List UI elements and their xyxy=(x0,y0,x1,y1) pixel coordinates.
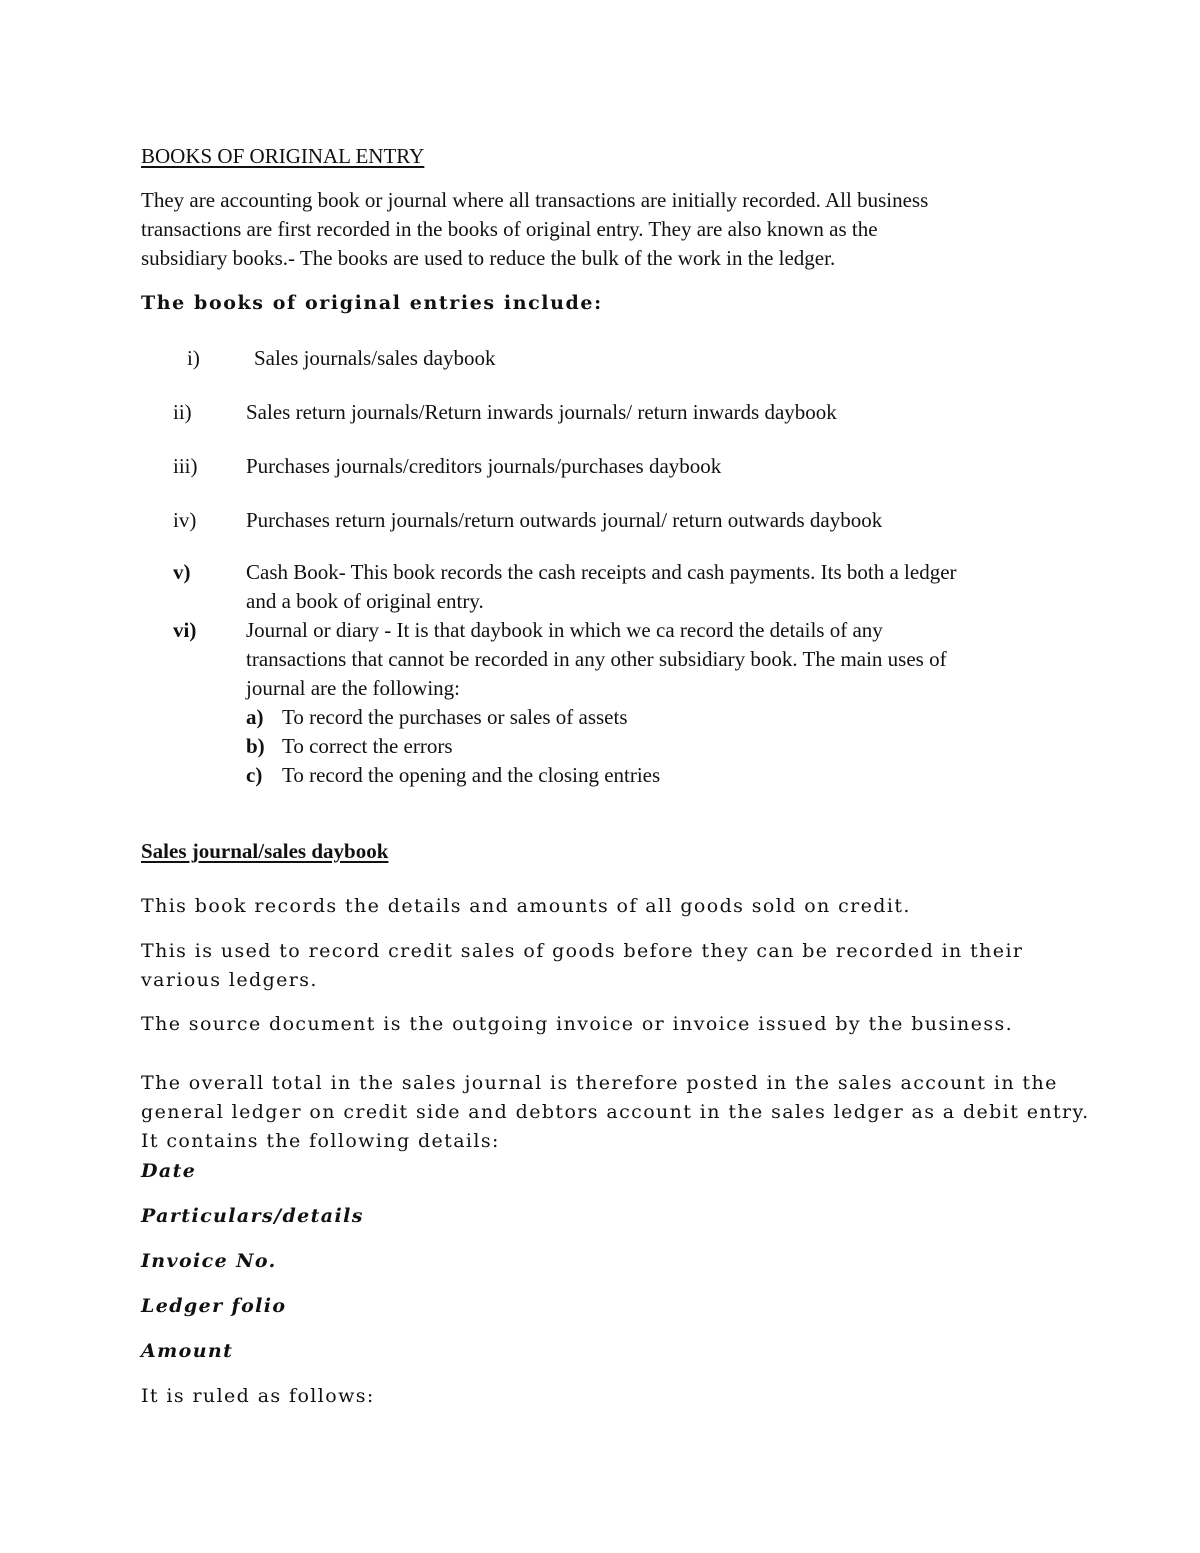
sales-para-4-line-2: general ledger on credit side and debtors account in the sales ledger as a debit entry. xyxy=(141,1101,1090,1123)
detail-invoice-no: Invoice No. xyxy=(141,1250,277,1272)
list-num-4: iv) xyxy=(173,508,197,532)
list-num-2: ii) xyxy=(173,400,192,424)
list-item-6-line-1: Journal or diary - It is that daybook in which we ca record the details of any xyxy=(246,618,883,642)
detail-ledger-folio: Ledger folio xyxy=(141,1295,287,1317)
use-text-a: To record the purchases or sales of assets xyxy=(282,705,628,729)
include-heading: The books of original entries include: xyxy=(141,292,603,314)
list-item-5-line-2: and a book of original entry. xyxy=(246,589,484,613)
use-letter-a: a) xyxy=(246,705,264,729)
sales-para-1: This book records the details and amounts of all goods sold on credit. xyxy=(141,895,911,917)
intro-line-2: transactions are first recorded in the books of original entry. They are also known as the xyxy=(141,217,878,241)
sales-heading: Sales journal/sales daybook xyxy=(141,839,389,863)
list-num-5: v) xyxy=(173,560,191,584)
list-item-1: Sales journals/sales daybook xyxy=(254,346,496,370)
intro-line-3: subsidiary books.- The books are used to reduce the bulk of the work in the ledger. xyxy=(141,246,836,270)
use-letter-b: b) xyxy=(246,734,265,758)
list-item-5-line-1: Cash Book- This book records the cash receipts and cash payments. Its both a ledger xyxy=(246,560,957,584)
closing-line: It is ruled as follows: xyxy=(141,1385,375,1407)
detail-particulars: Particulars/details xyxy=(141,1205,364,1227)
list-num-3: iii) xyxy=(173,454,198,478)
sales-para-3: The source document is the outgoing invoice or invoice issued by the business. xyxy=(141,1013,1014,1035)
list-item-4: Purchases return journals/return outwards journal/ return outwards daybook xyxy=(246,508,883,532)
sales-para-2-line-2: various ledgers. xyxy=(141,969,318,991)
use-text-b: To correct the errors xyxy=(282,734,453,758)
list-num-1: i) xyxy=(187,346,200,370)
list-item-2: Sales return journals/Return inwards journals/ return inwards daybook xyxy=(246,400,837,424)
sales-para-4-line-3: It contains the following details: xyxy=(141,1130,500,1152)
use-letter-c: c) xyxy=(246,763,263,787)
sales-para-4-line-1: The overall total in the sales journal is therefore posted in the sales account in the xyxy=(141,1072,1058,1094)
main-heading: BOOKS OF ORIGINAL ENTRY xyxy=(141,144,425,168)
intro-line-1: They are accounting book or journal where all transactions are initially recorded. All business xyxy=(141,188,929,212)
detail-amount: Amount xyxy=(141,1340,234,1362)
use-text-c: To record the opening and the closing entries xyxy=(282,763,661,787)
detail-date: Date xyxy=(141,1160,197,1182)
list-item-3: Purchases journals/creditors journals/purchases daybook xyxy=(246,454,722,478)
sales-para-2-line-1: This is used to record credit sales of goods before they can be recorded in their xyxy=(141,940,1024,962)
list-num-6: vi) xyxy=(173,618,197,642)
list-item-6-line-2: transactions that cannot be recorded in any other subsidiary book. The main uses of xyxy=(246,647,947,671)
list-item-6-line-3: journal are the following: xyxy=(246,676,461,700)
